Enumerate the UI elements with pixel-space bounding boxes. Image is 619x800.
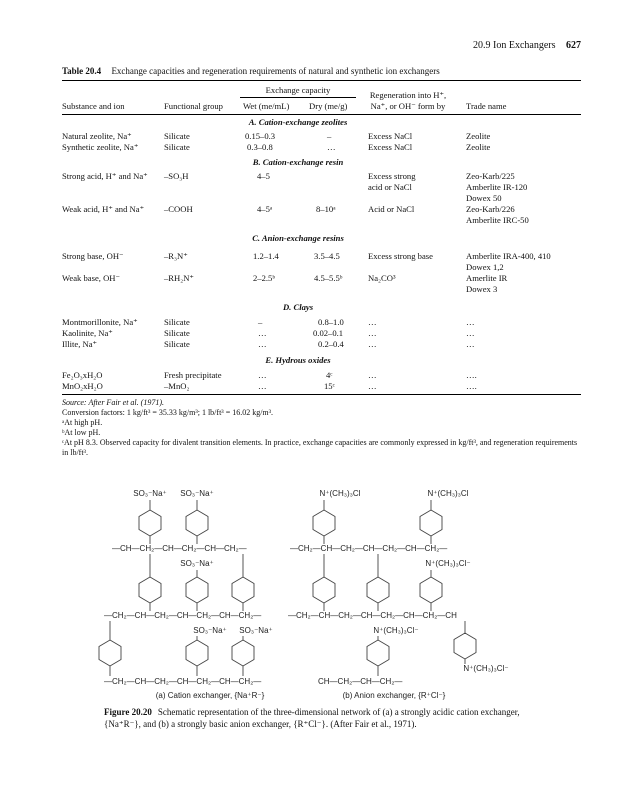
section-a: A. Cation-exchange zeolites — [248, 117, 348, 127]
cation-so3na-5: SO₃⁻Na⁺ — [239, 626, 273, 635]
anion-chain-1: —CH₂—CH—CH₂—CH—CH₂—CH—CH₂— — [290, 544, 448, 553]
running-header — [0, 40, 581, 51]
col-wet: Wet (me/mL) — [243, 101, 290, 111]
section-b: B. Cation-exchange resin — [252, 157, 344, 167]
col-functional: Functional group — [164, 101, 223, 111]
table-top-rule — [62, 80, 581, 81]
table-source: Source: After Fair et al. (1971). — [62, 398, 164, 407]
section-c: C. Anion-exchange resins — [252, 233, 344, 243]
cation-so3na-2: SO₃⁻Na⁺ — [180, 489, 214, 498]
anion-n-1: N⁺(CH₃)₃Cl — [319, 489, 361, 498]
cation-so3na-1: SO₃⁻Na⁺ — [133, 489, 167, 498]
table-note-c: ᶜAt pH 8.3. Observed capacity for divalent transition elements. In practice, exchange capacities are commonly expressed in kg/ft³, and regeneration requirements in lb/ft³. — [62, 438, 578, 457]
cation-chain-1: —CH—CH₂—CH—CH₂—CH—CH₂— — [112, 544, 247, 553]
table-conversion: Conversion factors: 1 kg/ft³ = 35.33 kg/m³; 1 lb/ft³ = 16.02 kg/m³. — [62, 408, 274, 417]
section-d: D. Clays — [282, 302, 314, 312]
cation-chain-2: —CH₂—CH—CH₂—CH—CH₂—CH—CH₂— — [104, 611, 262, 620]
header-section: 20.9 Ion Exchangers — [473, 40, 556, 51]
table-caption-text: Exchange capacities and regeneration requirements of natural and synthetic ion exchangers — [111, 66, 440, 76]
anion-chain-3: CH—CH₂—CH—CH₂— — [318, 677, 403, 686]
col-substance: Substance and ion — [62, 101, 125, 111]
anion-n-2: N⁺(CH₃)₃Cl — [427, 489, 469, 498]
header-rule — [62, 114, 581, 115]
subcaption-a: (a) Cation exchanger, {Na⁺R⁻} — [155, 691, 265, 700]
col-trade: Trade name — [466, 101, 507, 111]
figure-label: Figure 20.20 — [104, 707, 152, 717]
cation-chain-3: —CH₂—CH—CH₂—CH—CH₂—CH—CH₂— — [104, 677, 262, 686]
anion-chain-2: —CH₂—CH—CH₂—CH—CH₂—CH—CH₂—CH — [288, 611, 457, 620]
figure-caption-text: Schematic representation of the three-dimensional network of (a) a strongly acidic cation exchanger, {Na⁺R⁻}, and (b) a strongly basic anion exchanger, {R⁺Cl⁻}. (After Fair et al., 1971). — [104, 707, 520, 729]
anion-n-5: N⁺(CH₃)₃Cl⁻ — [463, 664, 509, 673]
table-label: Table 20.4 — [62, 66, 102, 76]
table-caption — [62, 66, 440, 76]
col-group-header: Exchange capacity — [265, 85, 331, 95]
col-dry: Dry (me/g) — [309, 101, 348, 111]
anion-n-4: N⁺(CH₃)₃Cl⁻ — [373, 626, 419, 635]
table-note-b: ᵇAt low pH. — [62, 428, 101, 437]
col-regen-1: Regeneration into H⁺, — [369, 90, 447, 100]
anion-n-3: N⁺(CH₃)₃Cl⁻ — [425, 559, 471, 568]
table-note-a: ᵃAt high pH. — [62, 418, 103, 427]
table-bottom-rule — [62, 394, 581, 395]
cation-so3na-4: SO₃⁻Na⁺ — [193, 626, 227, 635]
page-number: 627 — [566, 40, 581, 51]
subcaption-b: (b) Anion exchanger, {R⁺Cl⁻} — [342, 691, 446, 700]
col-regen-2: Na⁺, or OH⁻ form by — [370, 101, 446, 111]
ion-exchanger-network-figure — [0, 478, 619, 703]
section-e: E. Hydrous oxides — [265, 355, 331, 365]
group-rule — [240, 97, 356, 98]
figure-caption — [104, 706, 544, 730]
cation-so3na-3: SO₃⁻Na⁺ — [180, 559, 214, 568]
